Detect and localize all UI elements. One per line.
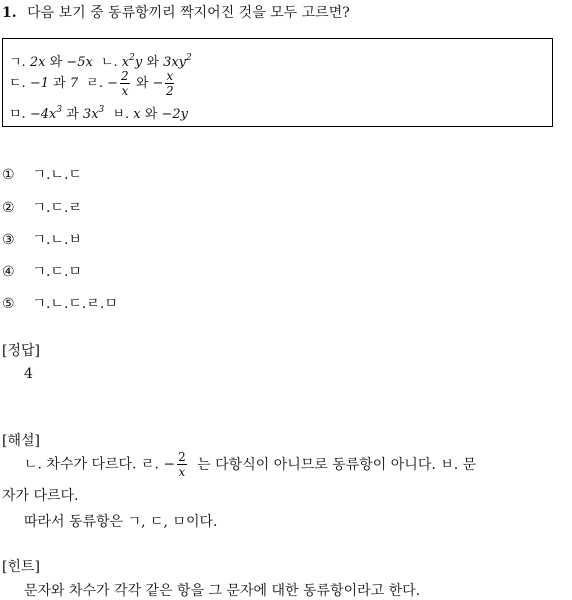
choice-text: ㄱ.ㄴ.ㅂ — [32, 232, 82, 248]
choice-marker: ③ — [2, 232, 15, 248]
expr-f1: x — [133, 107, 141, 122]
expr-c1: −1 — [29, 76, 50, 91]
expr-b2: $3xy^2$ — [163, 53, 192, 70]
label-nieun: ㄴ. — [100, 55, 118, 70]
choice-marker: ② — [2, 200, 15, 216]
choice-2[interactable] — [2, 197, 82, 217]
expr-b1: $x^2y$ — [121, 53, 143, 70]
box-row-2 — [9, 69, 176, 98]
join-f: 와 — [144, 107, 158, 122]
choice-text: ㄱ.ㄴ.ㄷ.ㄹ.ㅁ — [32, 296, 118, 312]
hint-label: [힌트] — [2, 559, 40, 575]
choice-marker: ⑤ — [2, 296, 15, 312]
label-bieup: ㅂ. — [112, 107, 130, 122]
choice-text: ㄱ.ㄷ.ㄹ — [32, 200, 82, 216]
join-e: 과 — [66, 107, 79, 122]
sign-d2: − — [152, 76, 164, 91]
expr-e2: $3x^3$ — [82, 105, 105, 122]
join-b: 와 — [146, 55, 159, 70]
example-box — [2, 38, 553, 127]
label-rieul: ㄹ. — [86, 76, 103, 91]
choice-marker: ① — [2, 167, 15, 183]
question-header — [2, 2, 350, 22]
label-giyeok: ㄱ. — [9, 55, 26, 70]
question-number: 1. — [2, 5, 17, 21]
question-text: 다음 보기 중 동류항끼리 짝지어진 것을 모두 고르면? — [27, 5, 350, 21]
explanation-line-1 — [24, 450, 476, 479]
expr-e1: $-4x^3$ — [29, 105, 63, 122]
choice-1[interactable] — [2, 164, 82, 184]
explanation-fraction: $\frac{2}{x}$ — [178, 450, 186, 479]
fraction-d1: $\frac{2}{x}$ — [121, 69, 129, 98]
choice-4[interactable] — [2, 261, 82, 281]
label-digeut: ㄷ. — [9, 76, 26, 91]
join-a: 와 — [49, 55, 63, 70]
explanation-line-1-pre: ㄴ. 차수가 다르다. ㄹ. − — [24, 456, 176, 473]
choice-text: ㄱ.ㄷ.ㅁ — [32, 264, 82, 280]
join-d: 와 — [135, 76, 149, 91]
fraction-d2: $\frac{x}{2}$ — [165, 69, 174, 98]
explanation-line-1-post: 는 다항식이 아니므로 동류항이 아니다. ㅂ. 문 — [197, 456, 477, 473]
expr-f2: −2y — [161, 107, 188, 122]
choice-5[interactable] — [2, 293, 118, 313]
answer-value: 4 — [24, 366, 33, 382]
expr-a2: −5x — [66, 55, 93, 70]
expr-a1: 2x — [29, 55, 46, 70]
expr-c2: 7 — [69, 76, 79, 91]
choice-3[interactable] — [2, 229, 82, 249]
explanation-line-2: 자가 다르다. — [2, 488, 79, 504]
box-row-1 — [9, 51, 192, 70]
label-mieum: ㅁ. — [9, 107, 26, 122]
box-row-3 — [9, 103, 188, 122]
sign-d1: − — [107, 76, 119, 91]
choice-marker: ④ — [2, 264, 15, 280]
answer-label: [정답] — [2, 343, 40, 359]
explanation-line-3: 따라서 동류항은 ㄱ, ㄷ, ㅁ이다. — [24, 514, 218, 530]
hint-text: 문자와 차수가 각각 같은 항을 그 문자에 대한 동류항이라고 한다. — [24, 583, 421, 599]
explanation-label: [해설] — [2, 433, 40, 449]
choice-text: ㄱ.ㄴ.ㄷ — [32, 167, 82, 183]
join-c: 과 — [53, 76, 66, 91]
